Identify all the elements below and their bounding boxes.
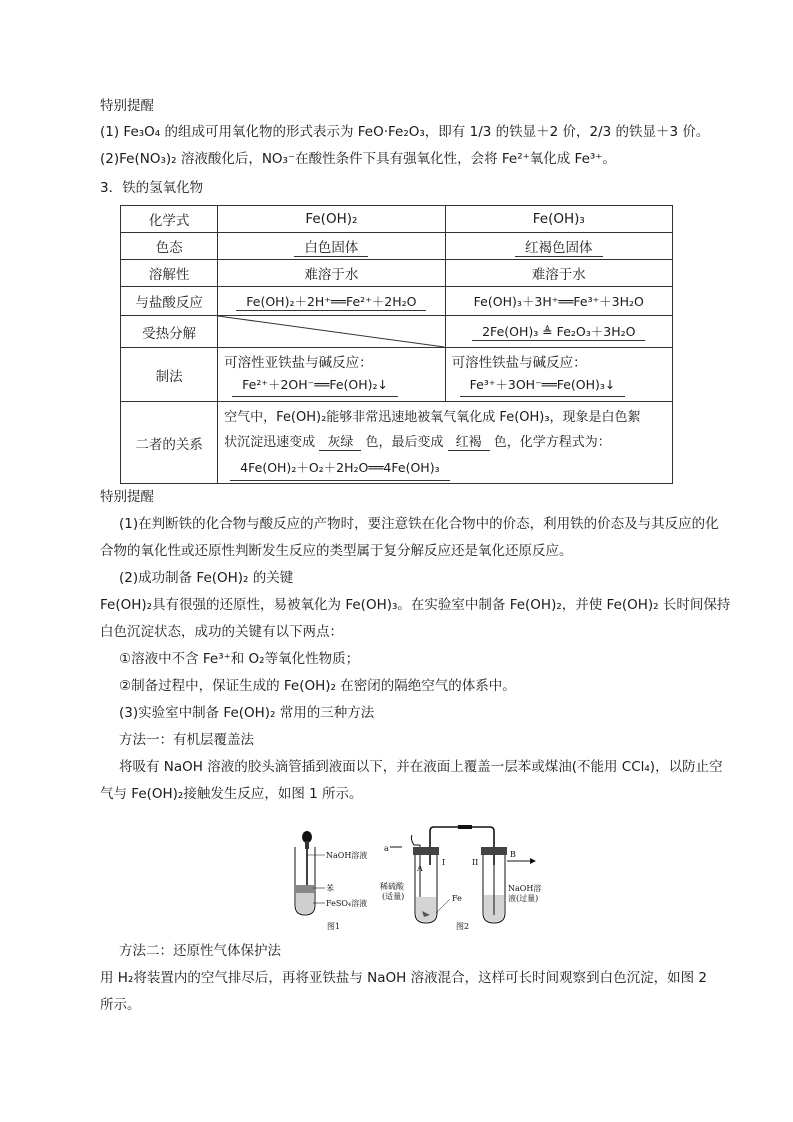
label-clip: a (384, 844, 389, 853)
row-label: 受热分解 (121, 316, 218, 348)
paragraph: 气与 Fe(OH)₂接触发生反应，如图 1 所示。 (100, 786, 363, 802)
figure-2-caption: 图2 (456, 922, 470, 931)
equation: 4Fe(OH)₂＋O₂＋2H₂O══4Fe(OH)₃ (230, 455, 449, 481)
fill-answer: 红褐 (448, 435, 490, 451)
equation: Fe³⁺＋3OH⁻══Fe(OH)₃↓ (460, 374, 626, 397)
row-label: 色态 (121, 233, 218, 260)
label-acid-amount: (适量) (382, 892, 405, 901)
row-label: 溶解性 (121, 260, 218, 287)
paragraph: Fe(OH)₂具有很强的还原性，易被氧化为 Fe(OH)₃。在实验室中制备 Fe(OH)₂，并使 Fe(OH)₂ 长时间保持 (100, 597, 731, 613)
method-text: 可溶性铁盐与碱反应： (451, 355, 587, 371)
label-a: A (417, 864, 423, 873)
note-heading-2: 特别提醒 (100, 489, 154, 505)
table-row (121, 260, 673, 287)
paragraph: ①溶液中不含 Fe³⁺和 O₂等氧化性物质； (119, 651, 360, 667)
label-b: B (510, 850, 516, 859)
note-1-line-1: (1) Fe₃O₄ 的组成可用氧化物的形式表示为 FeO·Fe₂O₃，即有 1/3 的铁显＋2 价，2/3 的铁显＋3 价。 (100, 124, 710, 140)
paragraph: 合物的氧化性或还原性判断发生反应的类型属于复分解反应还是氧化还原反应。 (100, 543, 573, 559)
fill-answer: 灰绿 (319, 435, 361, 451)
table-row (121, 348, 673, 402)
method-1-heading: 方法一：有机层覆盖法 (119, 732, 254, 748)
cell-value: 难溶于水 (218, 260, 445, 287)
section-3-title: 3．铁的氢氧化物 (100, 180, 204, 196)
label-benzene: 苯 (326, 884, 334, 893)
label-naoh: NaOH溶 (508, 884, 542, 893)
paragraph: 所示。 (100, 997, 141, 1013)
cell-value: 难溶于水 (445, 260, 672, 287)
table-row (121, 287, 673, 316)
table-row (121, 402, 673, 484)
label-tube-2: II (472, 858, 479, 867)
label-acid: 稀硫酸 (380, 882, 404, 891)
equation: Fe²⁺＋2OH⁻══Fe(OH)₂↓ (232, 374, 398, 397)
paragraph: 用 H₂将装置内的空气排尽后，再将亚铁盐与 NaOH 溶液混合，这样可长时间观察到白色沉淀，如图 2 (100, 970, 707, 986)
table-row (121, 233, 673, 260)
relation-line-2: 状沉淀迅速变成 灰绿 色，最后变成 红褐 色，化学方程式为： (224, 434, 611, 450)
method-text: 可溶性亚铁盐与碱反应： (224, 355, 373, 371)
label-feso4: FeSO₄溶液 (326, 899, 368, 908)
equation: Fe(OH)₃＋3H⁺══Fe³⁺＋3H₂O (445, 287, 672, 316)
label-naoh: NaOH溶液 (326, 851, 368, 860)
paragraph: (3)实验室中制备 Fe(OH)₂ 常用的三种方法 (119, 705, 375, 721)
table-header-cell: 化学式 (121, 206, 218, 233)
table-header-cell: Fe(OH)₃ (445, 206, 672, 233)
equation: Fe(OH)₂＋2H⁺══Fe²⁺＋2H₂O (236, 292, 426, 311)
relation-line-1: 空气中，Fe(OH)₂能够非常迅速地被氧气氧化成 Fe(OH)₃，现象是白色絮 (224, 409, 641, 425)
diagonal-line (218, 316, 444, 347)
figure-2-hydrogen-apparatus (380, 825, 550, 935)
figure-1-dropper-apparatus (285, 825, 375, 935)
paragraph: ②制备过程中，保证生成的 Fe(OH)₂ 在密闭的隔绝空气的体系中。 (119, 678, 516, 694)
method-2-heading: 方法二：还原性气体保护法 (119, 943, 281, 959)
label-tube-1: I (442, 858, 446, 867)
fill-answer: 白色固体 (294, 236, 368, 257)
note-1-line-2: (2)Fe(NO₃)₂ 溶液酸化后，NO₃⁻在酸性条件下具有强氧化性，会将 Fe²⁺氧化成 Fe³⁺。 (100, 151, 616, 167)
fill-answer: 红褐色固体 (515, 236, 603, 257)
equation: 2Fe(OH)₃ ≜ Fe₂O₃＋3H₂O (472, 322, 645, 341)
paragraph: 白色沉淀状态，成功的关键有以下两点： (100, 624, 343, 640)
table-header-row (121, 206, 673, 233)
diagonal-empty-cell (218, 316, 445, 348)
row-label: 与盐酸反应 (121, 287, 218, 316)
label-fe: Fe (452, 894, 462, 903)
table-header-cell: Fe(OH)₂ (218, 206, 445, 233)
iron-hydroxide-table (120, 205, 673, 484)
paragraph: (2)成功制备 Fe(OH)₂ 的关键 (119, 570, 294, 586)
row-label: 制法 (121, 348, 218, 402)
figure-1-caption: 图1 (327, 922, 341, 931)
row-label: 二者的关系 (121, 402, 218, 484)
table-row (121, 316, 673, 348)
paragraph: (1)在判断铁的化合物与酸反应的产物时，要注意铁在化合物中的价态，利用铁的价态及与其反应的化 (119, 516, 719, 532)
note-heading-1: 特别提醒 (100, 98, 154, 114)
label-naoh-amount: 液(过量) (508, 894, 539, 903)
paragraph: 将吸有 NaOH 溶液的胶头滴管插到液面以下，并在液面上覆盖一层苯或煤油(不能用 CCl₄)，以防止空 (119, 759, 723, 775)
